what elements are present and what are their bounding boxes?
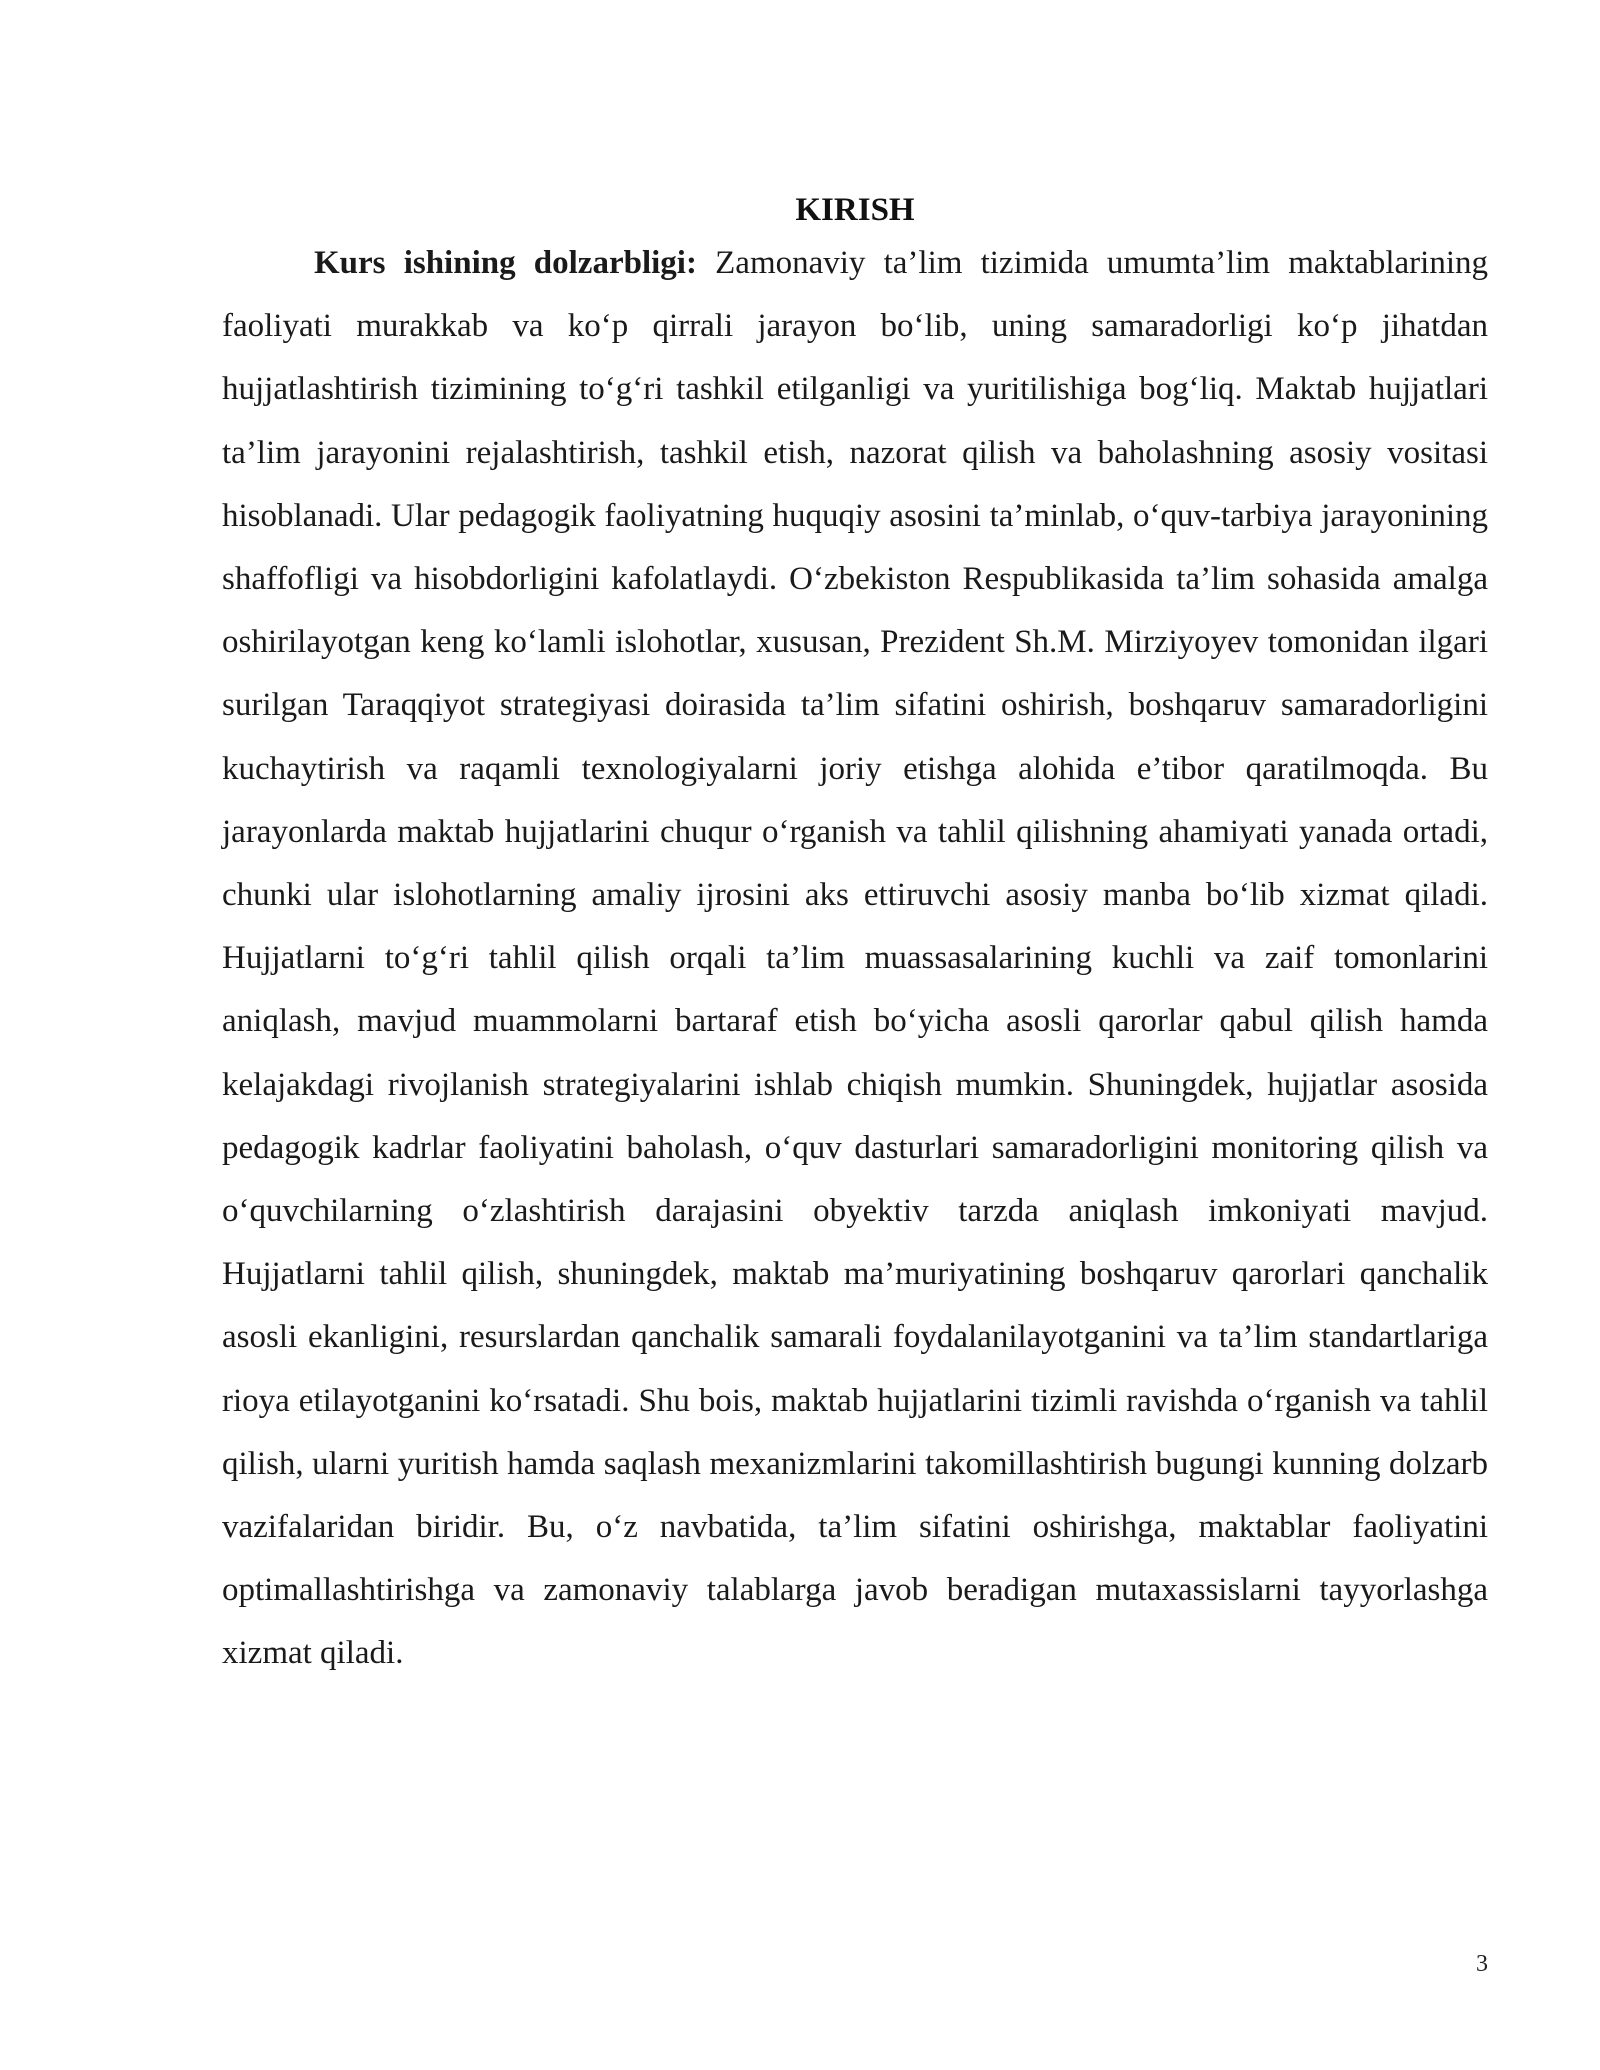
section-heading: KIRISH: [795, 192, 915, 228]
paragraph-lead-label: Kurs ishining dolzarbligi:: [314, 245, 697, 281]
page-number: 3: [1476, 1951, 1488, 1977]
paragraph-text: Zamonaviy ta’lim tizimida umumta’lim maktablarining faoliyati murakkab va ko‘p qirrali jarayon bo‘lib, uning samaradorligi ko‘p jihatdan hujjatlashtirish tizimining to‘g‘ri tashkil etilganligi va yuritilishiga bog‘liq. Maktab hujjatlari ta’lim jarayonini rejalashtirish, tashkil etish, nazorat qilish va baholashning asosiy vositasi hisoblanadi. Ular pedagogik faoliyatning huquqiy asosini ta’minlab, o‘quv-tarbiya jarayonining shaffofligi va hisobdorligini kafolatlaydi. O‘zbekiston Respublikasida ta’lim sohasida amalga oshirilayotgan keng ko‘lamli islohotlar, xususan, Prezident Sh.M. Mirziyoyev tomonidan ilgari surilgan Taraqqiyot strategiyasi doirasida ta’lim sifatini oshirish, boshqaruv samaradorligini kuchaytirish va raqamli texnologiyalarni joriy etishga alohida e’tibor qaratilmoqda. Bu jarayonlarda maktab hujjatlarini chuqur o‘rganish va tahlil qilishning ahamiyati yanada ortadi, chunki ular islohotlarning amaliy ijrosini aks ettiruvchi asosiy manba bo‘lib xizmat qiladi. Hujjatlarni to‘g‘ri tahlil qilish orqali ta’lim muassasalarining kuchli va zaif tomonlarini aniqlash, mavjud muammolarni bartaraf etish bo‘yicha asosli qarorlar qabul qilish hamda kelajakdagi rivojlanish strategiyalarini ishlab chiqish mumkin. Shuningdek, hujjatlar asosida pedagogik kadrlar faoliyatini baholash, o‘quv dasturlari samaradorligini monitoring qilish va o‘quvchilarning o‘zlashtirish darajasini obyektiv tarzda aniqlash imkoniyati mavjud. Hujjatlarni tahlil qilish, shuningdek, maktab ma’muriyatining boshqaruv qarorlari qanchalik asosli ekanligini, resurslardan qanchalik samarali foydalanilayotganini va ta’lim standartlariga rioya etilayotganini ko‘rsatadi. Shu bois, maktab hujjatlarini tizimli ravishda o‘rganish va tahlil qilish, ularni yuritish hamda saqlash mexanizmlarini takomillashtirish bugungi kunning dolzarb vazifalaridan biridir. Bu, o‘z navbatida, ta’lim sifatini oshirishga, maktablar faoliyatini optimallashtirishga va zamonaviy talablarga javob beradigan mutaxassislarni tayyorlashga xizmat qiladi.: [222, 245, 1489, 1672]
body-paragraph: [222, 232, 1488, 1686]
